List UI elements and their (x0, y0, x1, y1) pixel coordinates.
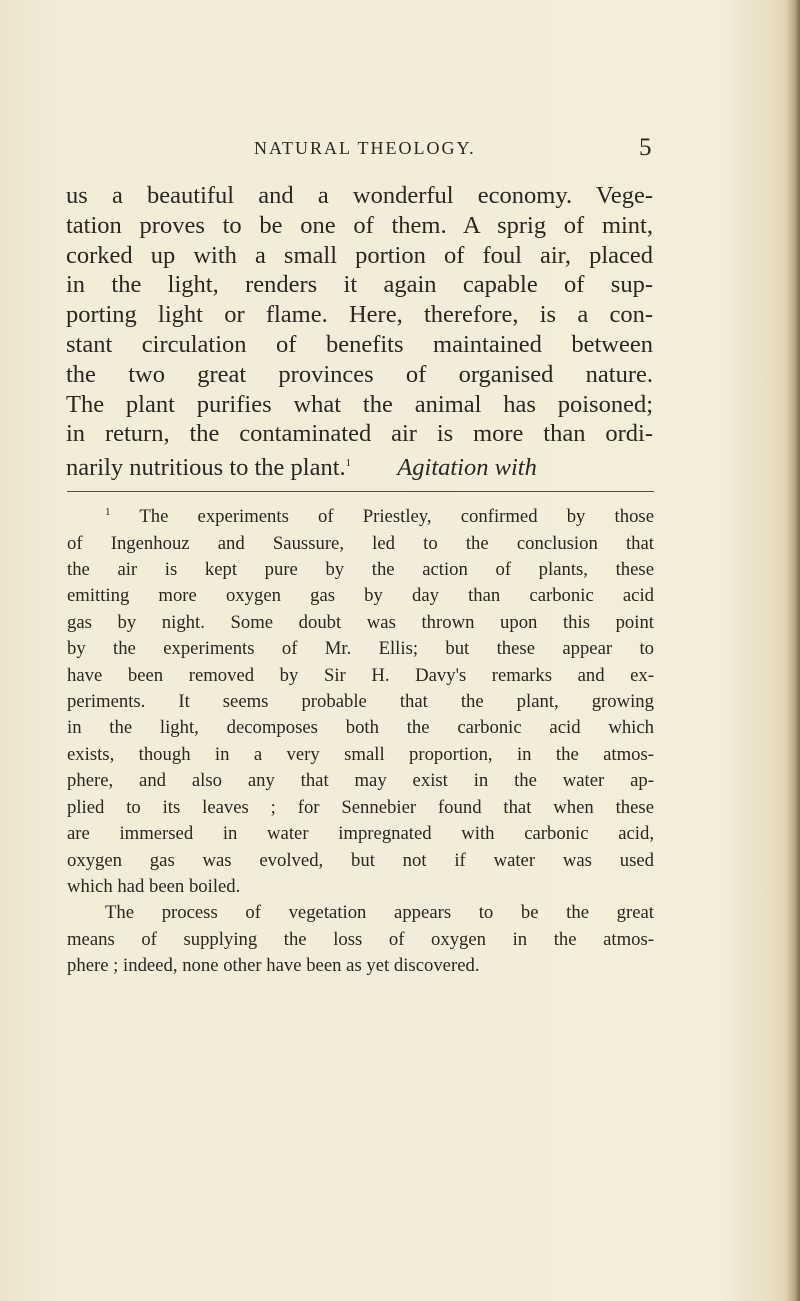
page-edge-shadow (786, 0, 800, 1301)
italic-phrase: Agitation with (397, 454, 537, 482)
footnote-line: oxygen gas was evolved, but not if water was used (67, 849, 654, 871)
footnote-line: gas by night. Some doubt was thrown upon this point (67, 611, 654, 633)
footnote-line: plied to its leaves ; for Sennebier found that when these (67, 796, 654, 818)
text-line: The plant purifies what the animal has poisoned; (66, 390, 653, 418)
footnote-line: $^1$ The experiments of Priestley, confirmed by those (105, 506, 654, 528)
footnote-line: phere ; indeed, none other have been as yet discovered. (67, 955, 480, 977)
text-line: corked up with a small portion of foul air, placed (66, 241, 653, 269)
footnote-line: have been removed by Sir H. Davy's remarks and ex- (67, 664, 654, 686)
text-line: porting light or flame. Here, therefore, is a con- (66, 301, 653, 329)
text-line: in return, the contaminated air is more than ordi- (66, 420, 653, 448)
running-head: NATURAL THEOLOGY. (254, 138, 476, 158)
text-line: the two great provinces of organised nature. (66, 360, 653, 388)
text-line: in the light, renders it again capable of sup- (66, 271, 653, 299)
text-line: us a beautiful and a wonderful economy. Vege- (66, 182, 653, 209)
footnote-line: The process of vegetation appears to be the great (105, 902, 654, 924)
footnote-line: phere, and also any that may exist in the water ap- (67, 770, 654, 792)
footnote-line: in the light, decomposes both the carbonic acid which (67, 717, 654, 739)
footnote-line: the air is kept pure by the action of plants, these (67, 559, 654, 581)
text-line: narily nutritious to the plant.$^1$ Agitation with (66, 454, 537, 482)
footnote-line: emitting more oxygen gas by day than carbonic acid (67, 585, 654, 607)
footnote-marker: 1 (105, 506, 111, 518)
text-line: tation proves to be one of them. A sprig of mint, (66, 211, 653, 239)
footnote-divider (67, 491, 654, 492)
footnote-ref: 1 (345, 457, 352, 470)
footnote-line: are immersed in water impregnated with carbonic acid, (67, 823, 654, 845)
main-text (66, 181, 653, 483)
footnote-line: by the experiments of Mr. Ellis; but these appear to (67, 638, 654, 660)
footnote-line: of Ingenhouz and Saussure, led to the conclusion that (67, 532, 654, 554)
page-number: 5 (639, 134, 652, 161)
text-line: stant circulation of benefits maintained between (66, 330, 653, 358)
footnote-line: which had been boiled. (67, 875, 241, 897)
footnote-line: exists, though in a very small proportion, in the atmos- (67, 743, 654, 765)
page-header (254, 134, 654, 162)
footnote-line: means of supplying the loss of oxygen in the atmos- (67, 928, 654, 950)
footnote-line: periments. It seems probable that the plant, growing (67, 691, 654, 713)
footnote (67, 499, 654, 980)
